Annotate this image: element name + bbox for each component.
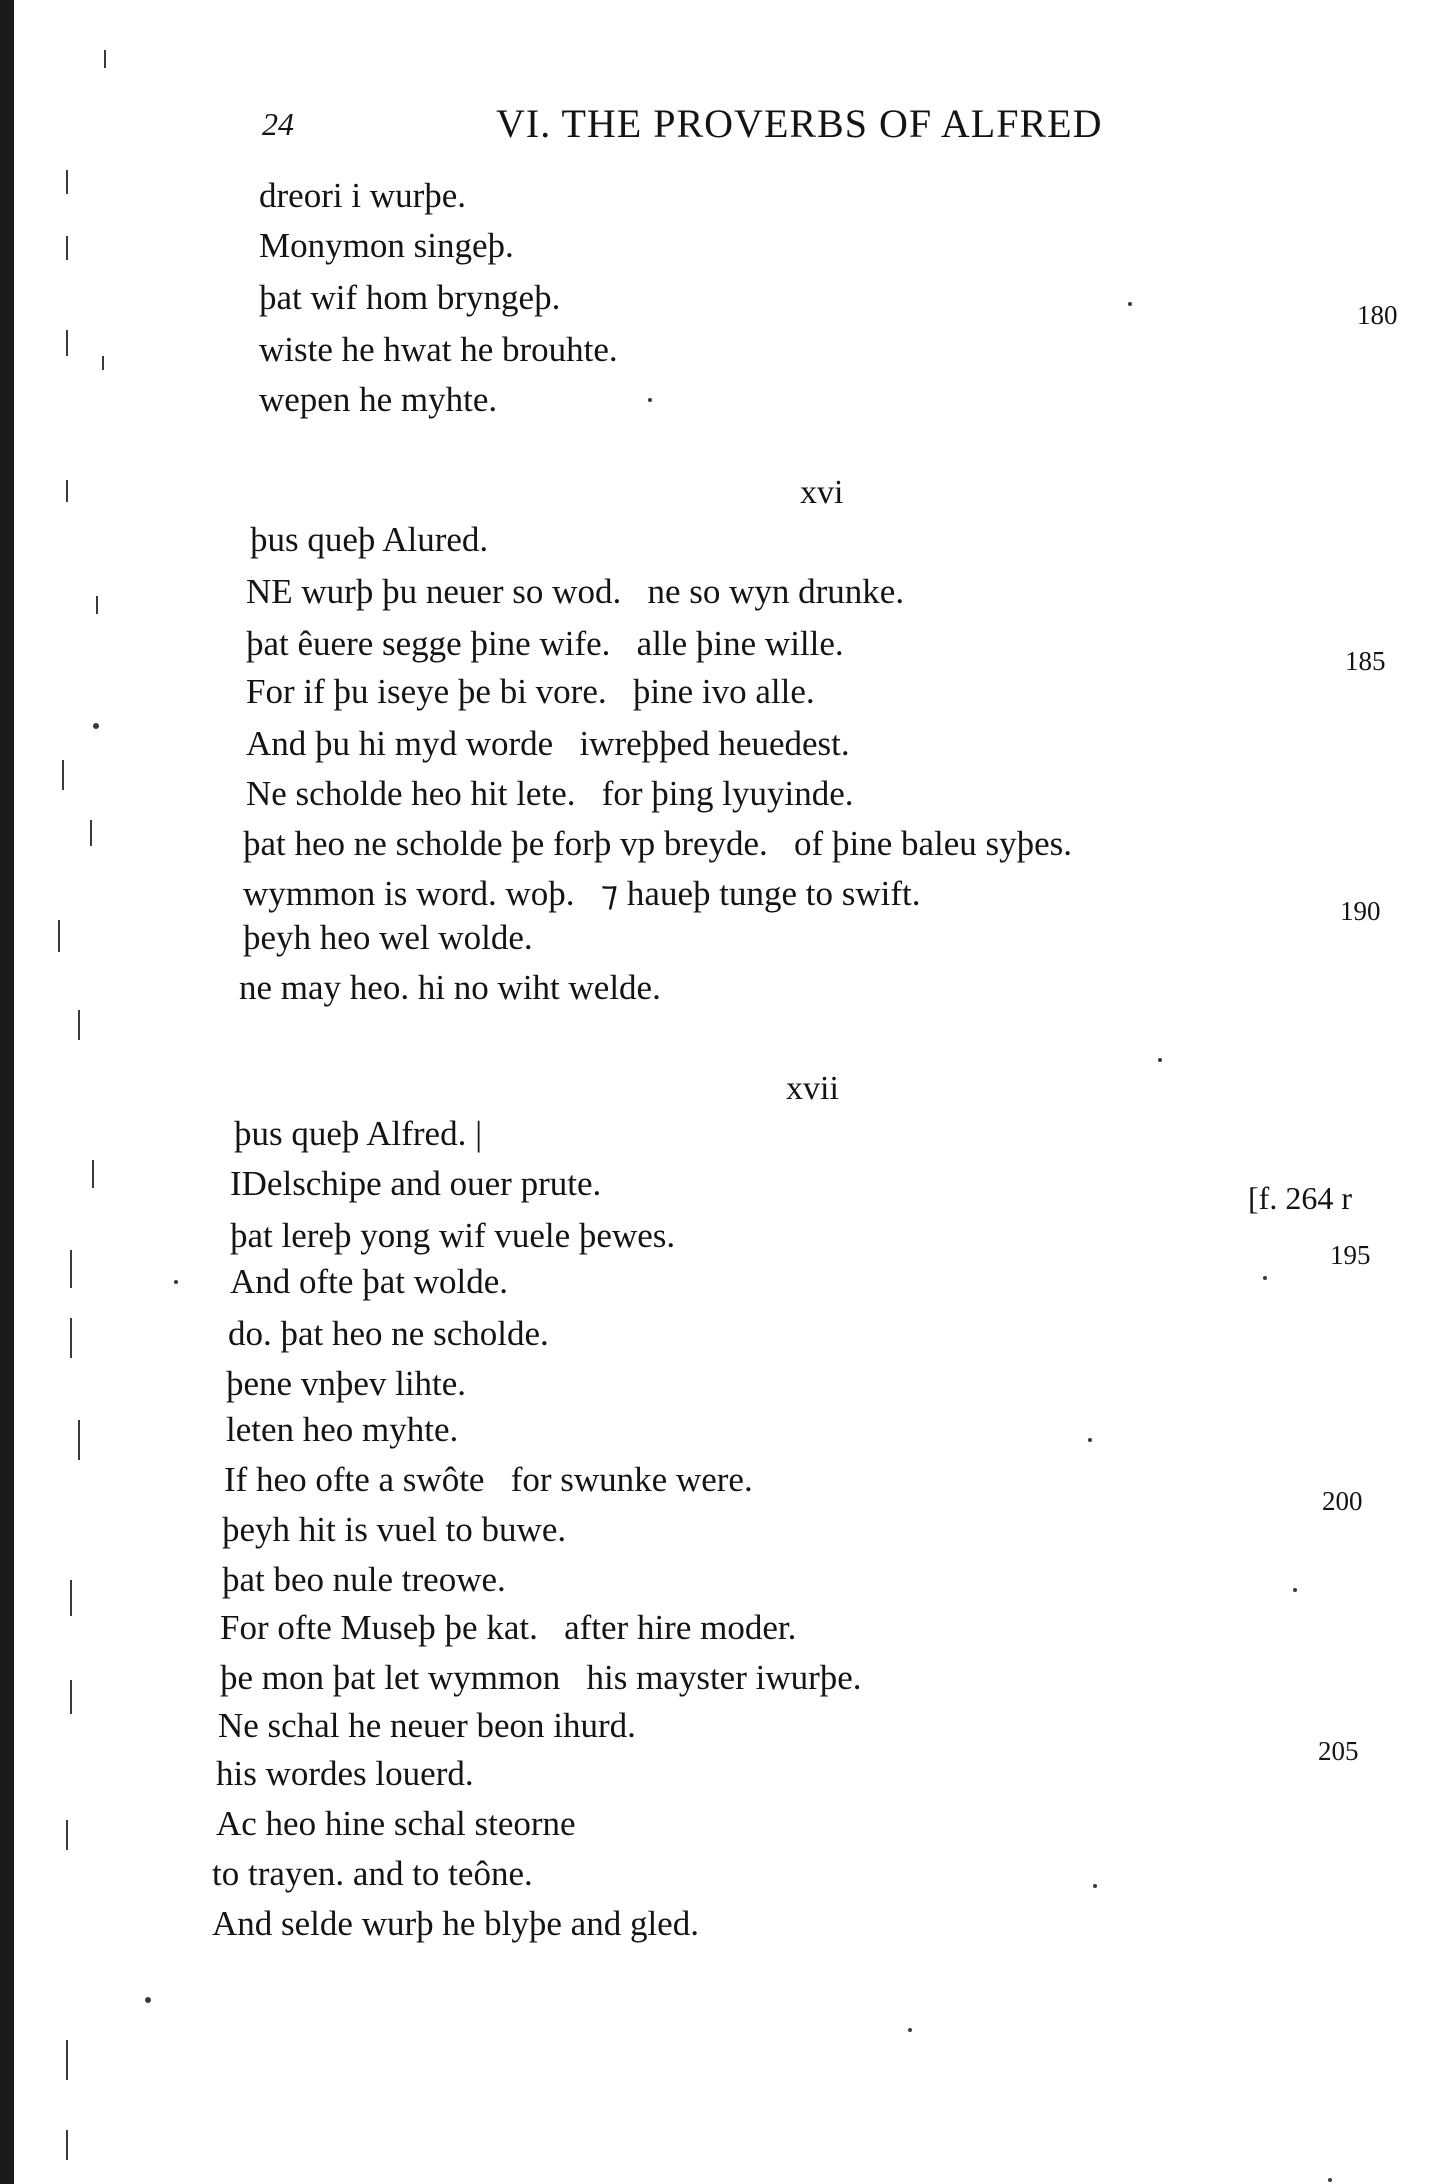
verse-line: Ne schal he neuer beon ihurd. — [218, 1706, 636, 1745]
page-number: 24 — [262, 106, 294, 142]
running-title: VI. THE PROVERBS OF ALFRED — [496, 101, 1103, 146]
verse-line: For if þu iseye þe bi vore. þine ivo alle. — [246, 672, 815, 711]
verse-line: NE wurþ þu neuer so wod. ne so wyn drunke. — [246, 572, 905, 611]
line-number-200: 200 — [1322, 1486, 1363, 1516]
verse-line: If heo ofte a swôte for swunke were. — [224, 1460, 753, 1499]
verse-line: Monymon singeþ. — [259, 226, 514, 265]
verse-line: And þu hi myd worde iwreþþed heuedest. — [246, 724, 850, 763]
line-number-185: 185 — [1345, 646, 1386, 676]
verse-line: þeyh hit is vuel to buwe. — [222, 1510, 567, 1549]
verse-line: do. þat heo ne scholde. — [228, 1314, 549, 1353]
verse-line: his wordes louerd. — [216, 1754, 474, 1793]
verse-line: þe mon þat let wymmon his mayster iwurþe. — [220, 1658, 862, 1697]
verse-line: dreori i wurþe. — [259, 176, 467, 215]
line-number-195: 195 — [1330, 1240, 1371, 1270]
verse-line: IDelschipe and ouer prute. — [230, 1164, 602, 1203]
page-header — [0, 100, 1452, 160]
verse-line: leten heo myhte. — [226, 1410, 459, 1449]
verse-line: þat êuere segge þine wife. alle þine wille. — [246, 624, 844, 663]
verse-line: ne may heo. hi no wiht welde. — [239, 968, 661, 1007]
verse-line: For ofte Museþ þe kat. after hire moder. — [220, 1608, 797, 1647]
verse-line: to trayen. and to teône. — [212, 1854, 533, 1893]
line-number-190: 190 — [1340, 896, 1381, 926]
verse-line: wiste he hwat he brouhte. — [259, 330, 618, 369]
verse-line: þus queþ Alfred. | — [234, 1114, 483, 1153]
verse-line: wymmon is word. woþ. ⁊ haueþ tunge to swift. — [243, 874, 921, 913]
verse-line: þat lereþ yong wif vuele þewes. — [230, 1216, 676, 1255]
verse-line: And selde wurþ he blyþe and gled. — [212, 1904, 699, 1943]
verse-line: Ne scholde heo hit lete. for þing lyuyinde. — [246, 774, 854, 813]
verse-line: Ac heo hine schal steorne — [216, 1804, 576, 1843]
verse-line: þene vnþev lihte. — [226, 1364, 467, 1403]
verse-line: þus queþ Alured. — [250, 520, 489, 559]
verse-line: þat beo nule treowe. — [222, 1560, 506, 1599]
verse-line: þat wif hom bryngeþ. — [259, 278, 561, 317]
section-numeral-xvi: xvi — [800, 474, 844, 511]
verse-line: And ofte þat wolde. — [230, 1262, 508, 1301]
verse-line: wepen he myhte. — [259, 380, 498, 419]
verse-line: þat heo ne scholde þe forþ vp breyde. of þine baleu syþes. — [243, 824, 1073, 863]
section-numeral-xvii: xvii — [786, 1070, 839, 1107]
verse-line: þeyh heo wel wolde. — [243, 918, 533, 957]
line-number-180: 180 — [1357, 300, 1398, 330]
folio-reference: [f. 264 r — [1248, 1180, 1352, 1216]
line-number-205: 205 — [1318, 1736, 1359, 1766]
